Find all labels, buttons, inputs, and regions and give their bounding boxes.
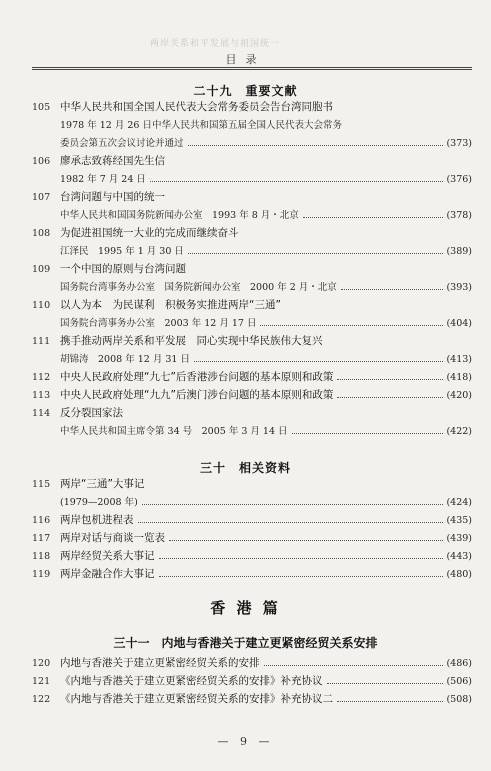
entry-number: 105 <box>32 102 51 113</box>
page-number: (378) <box>446 210 472 221</box>
toc-entry-115-subline[interactable] <box>32 494 472 510</box>
entry-title: 两岸金融合作大事记 <box>60 568 155 580</box>
toc-entry-119[interactable] <box>32 566 472 582</box>
leader-dots <box>260 324 443 326</box>
leader-dots <box>169 539 443 541</box>
leader-dots <box>327 682 444 684</box>
leader-dots <box>188 252 444 254</box>
entry-title: 中央人民政府处理“九七”后香港涉台问题的基本原则和政策 <box>60 371 334 383</box>
page-number: (420) <box>446 390 472 401</box>
page-number: (389) <box>446 246 472 257</box>
part-heading-hong-kong: 香 港 篇 <box>210 599 281 617</box>
page-number: (404) <box>446 318 472 329</box>
entry-title: 以人为本 为民谋利 积极务实推进两岸“三通” <box>60 299 281 311</box>
toc-entry-115[interactable] <box>32 476 472 492</box>
entry-title: 一个中国的原则与台湾问题 <box>60 263 186 275</box>
entry-number: 107 <box>32 192 51 203</box>
entry-subtitle: 中华人民共和国国务院新闻办公室 1993 年 8 月・北京 <box>60 210 299 221</box>
entry-title: 《内地与香港关于建立更紧密经贸关系的安排》补充协议二 <box>60 693 333 705</box>
leader-dots <box>303 216 444 218</box>
leader-dots <box>150 180 444 182</box>
page-number: (422) <box>446 426 472 437</box>
entry-title: 两岸“三通”大事记 <box>60 478 145 490</box>
entry-number: 119 <box>32 569 51 580</box>
page-number: (443) <box>446 551 472 562</box>
toc-entry-111-subline[interactable] <box>32 351 472 367</box>
toc-entry-105[interactable] <box>32 99 472 115</box>
entry-title: 台湾问题与中国的统一 <box>60 191 165 203</box>
entry-number: 112 <box>32 372 51 383</box>
entry-title: 携手推动两岸关系和平发展 同心实现中华民族伟大复兴 <box>60 335 323 347</box>
page-number: (506) <box>446 676 472 687</box>
entry-title: 两岸包机进程表 <box>60 514 134 526</box>
leader-dots <box>341 288 444 290</box>
entry-number: 114 <box>32 408 51 419</box>
toc-entry-113[interactable] <box>32 387 472 403</box>
entry-number: 115 <box>32 479 51 490</box>
entry-number: 121 <box>32 676 51 687</box>
entry-number: 111 <box>32 336 51 347</box>
toc-entry-109[interactable] <box>32 261 472 277</box>
bleed-through-text: 两岸关系和平发展与祖国统一 <box>150 39 281 49</box>
toc-entry-108[interactable] <box>32 225 472 241</box>
entry-title: 廖承志致蒋经国先生信 <box>60 155 165 167</box>
entry-subtitle: 1978 年 12 月 26 日中华人民共和国第五届全国人民代表大会常务 <box>60 120 342 131</box>
page-number: (376) <box>446 174 472 185</box>
entry-title: 中华人民共和国全国人民代表大会常务委员会告台湾同胞书 <box>60 101 333 113</box>
leader-dots <box>194 360 444 362</box>
toc-entry-106[interactable] <box>32 153 472 169</box>
toc-entry-107[interactable] <box>32 189 472 205</box>
toc-entry-117[interactable] <box>32 530 472 546</box>
toc-entry-106-subline[interactable] <box>32 171 472 187</box>
page-number: (424) <box>446 497 472 508</box>
entry-number: 106 <box>32 156 51 167</box>
running-header-title: 目录 <box>225 53 266 66</box>
entry-number: 117 <box>32 533 51 544</box>
toc-entry-110[interactable] <box>32 297 472 313</box>
page-number: (486) <box>446 658 472 669</box>
entry-title: 反分裂国家法 <box>60 407 123 419</box>
toc-entry-105-subline-1 <box>32 117 472 133</box>
entry-number: 113 <box>32 390 51 401</box>
entry-title: 《内地与香港关于建立更紧密经贸关系的安排》补充协议 <box>60 675 323 687</box>
page-number: (508) <box>446 694 472 705</box>
entry-subtitle: (1979—2008 年) <box>60 497 138 508</box>
entry-subtitle: 胡锦涛 2008 年 12 月 31 日 <box>60 354 190 365</box>
entry-subtitle: 委员会第五次会议讨论并通过 <box>60 138 184 149</box>
page-number: (373) <box>446 138 472 149</box>
toc-entry-108-subline[interactable] <box>32 243 472 259</box>
leader-dots <box>337 396 443 398</box>
leader-dots <box>264 664 444 666</box>
toc-entry-112[interactable] <box>32 369 472 385</box>
toc-entry-114-subline[interactable] <box>32 423 472 439</box>
toc-entry-122[interactable] <box>32 691 472 707</box>
toc-entry-121[interactable] <box>32 673 472 689</box>
entry-subtitle: 江泽民 1995 年 1 月 30 日 <box>60 246 184 257</box>
leader-dots <box>159 557 444 559</box>
page-number: (393) <box>446 282 472 293</box>
header-rule-thin <box>32 69 472 70</box>
toc-entry-120[interactable] <box>32 655 472 671</box>
toc-entry-105-subline-2[interactable] <box>32 135 472 151</box>
entry-number: 118 <box>32 551 51 562</box>
toc-entry-111[interactable] <box>32 333 472 349</box>
entry-number: 109 <box>32 264 51 275</box>
entry-subtitle: 国务院台湾事务办公室 国务院新闻办公室 2000 年 2 月・北京 <box>60 282 337 293</box>
toc-entry-109-subline[interactable] <box>32 279 472 295</box>
toc-entry-110-subline[interactable] <box>32 315 472 331</box>
leader-dots <box>159 575 444 577</box>
leader-dots <box>188 144 444 146</box>
toc-entry-118[interactable] <box>32 548 472 564</box>
leader-dots <box>337 378 443 380</box>
header-rule-thick <box>32 67 472 68</box>
section-heading-31: 三十一 内地与香港关于建立更紧密经贸关系安排 <box>113 636 378 650</box>
page-number: (480) <box>446 569 472 580</box>
entry-title: 两岸经贸关系大事记 <box>60 550 155 562</box>
leader-dots <box>142 503 444 505</box>
entry-title: 中央人民政府处理“九九”后澳门涉台问题的基本原则和政策 <box>60 389 334 401</box>
entry-subtitle: 国务院台湾事务办公室 2003 年 12 月 17 日 <box>60 318 257 329</box>
entry-title: 为促进祖国统一大业的完成而继续奋斗 <box>60 227 239 239</box>
entry-subtitle: 1982 年 7 月 24 日 <box>60 174 146 185</box>
entry-number: 108 <box>32 228 51 239</box>
entry-number: 116 <box>32 515 51 526</box>
toc-entry-107-subline[interactable] <box>32 207 472 223</box>
entry-title: 两岸对话与商谈一览表 <box>60 532 165 544</box>
entry-number: 120 <box>32 658 51 669</box>
entry-number: 122 <box>32 694 51 705</box>
section-heading-29: 二十九 重要文献 <box>193 84 298 98</box>
leader-dots <box>138 521 444 523</box>
entry-title: 内地与香港关于建立更紧密经贸关系的安排 <box>60 657 260 669</box>
toc-entry-114[interactable] <box>32 405 472 421</box>
entry-subtitle: 中华人民共和国主席令第 34 号 2005 年 3 月 14 日 <box>60 426 288 437</box>
page-number: (439) <box>446 533 472 544</box>
leader-dots <box>337 700 443 702</box>
section-heading-30: 三十 相关资料 <box>199 461 291 475</box>
page-folio: — 9 — <box>217 735 274 748</box>
leader-dots <box>292 432 444 434</box>
toc-entry-116[interactable] <box>32 512 472 528</box>
entry-number: 110 <box>32 300 51 311</box>
page-number: (418) <box>446 372 472 383</box>
page-number: (435) <box>446 515 472 526</box>
page-number: (413) <box>446 354 472 365</box>
